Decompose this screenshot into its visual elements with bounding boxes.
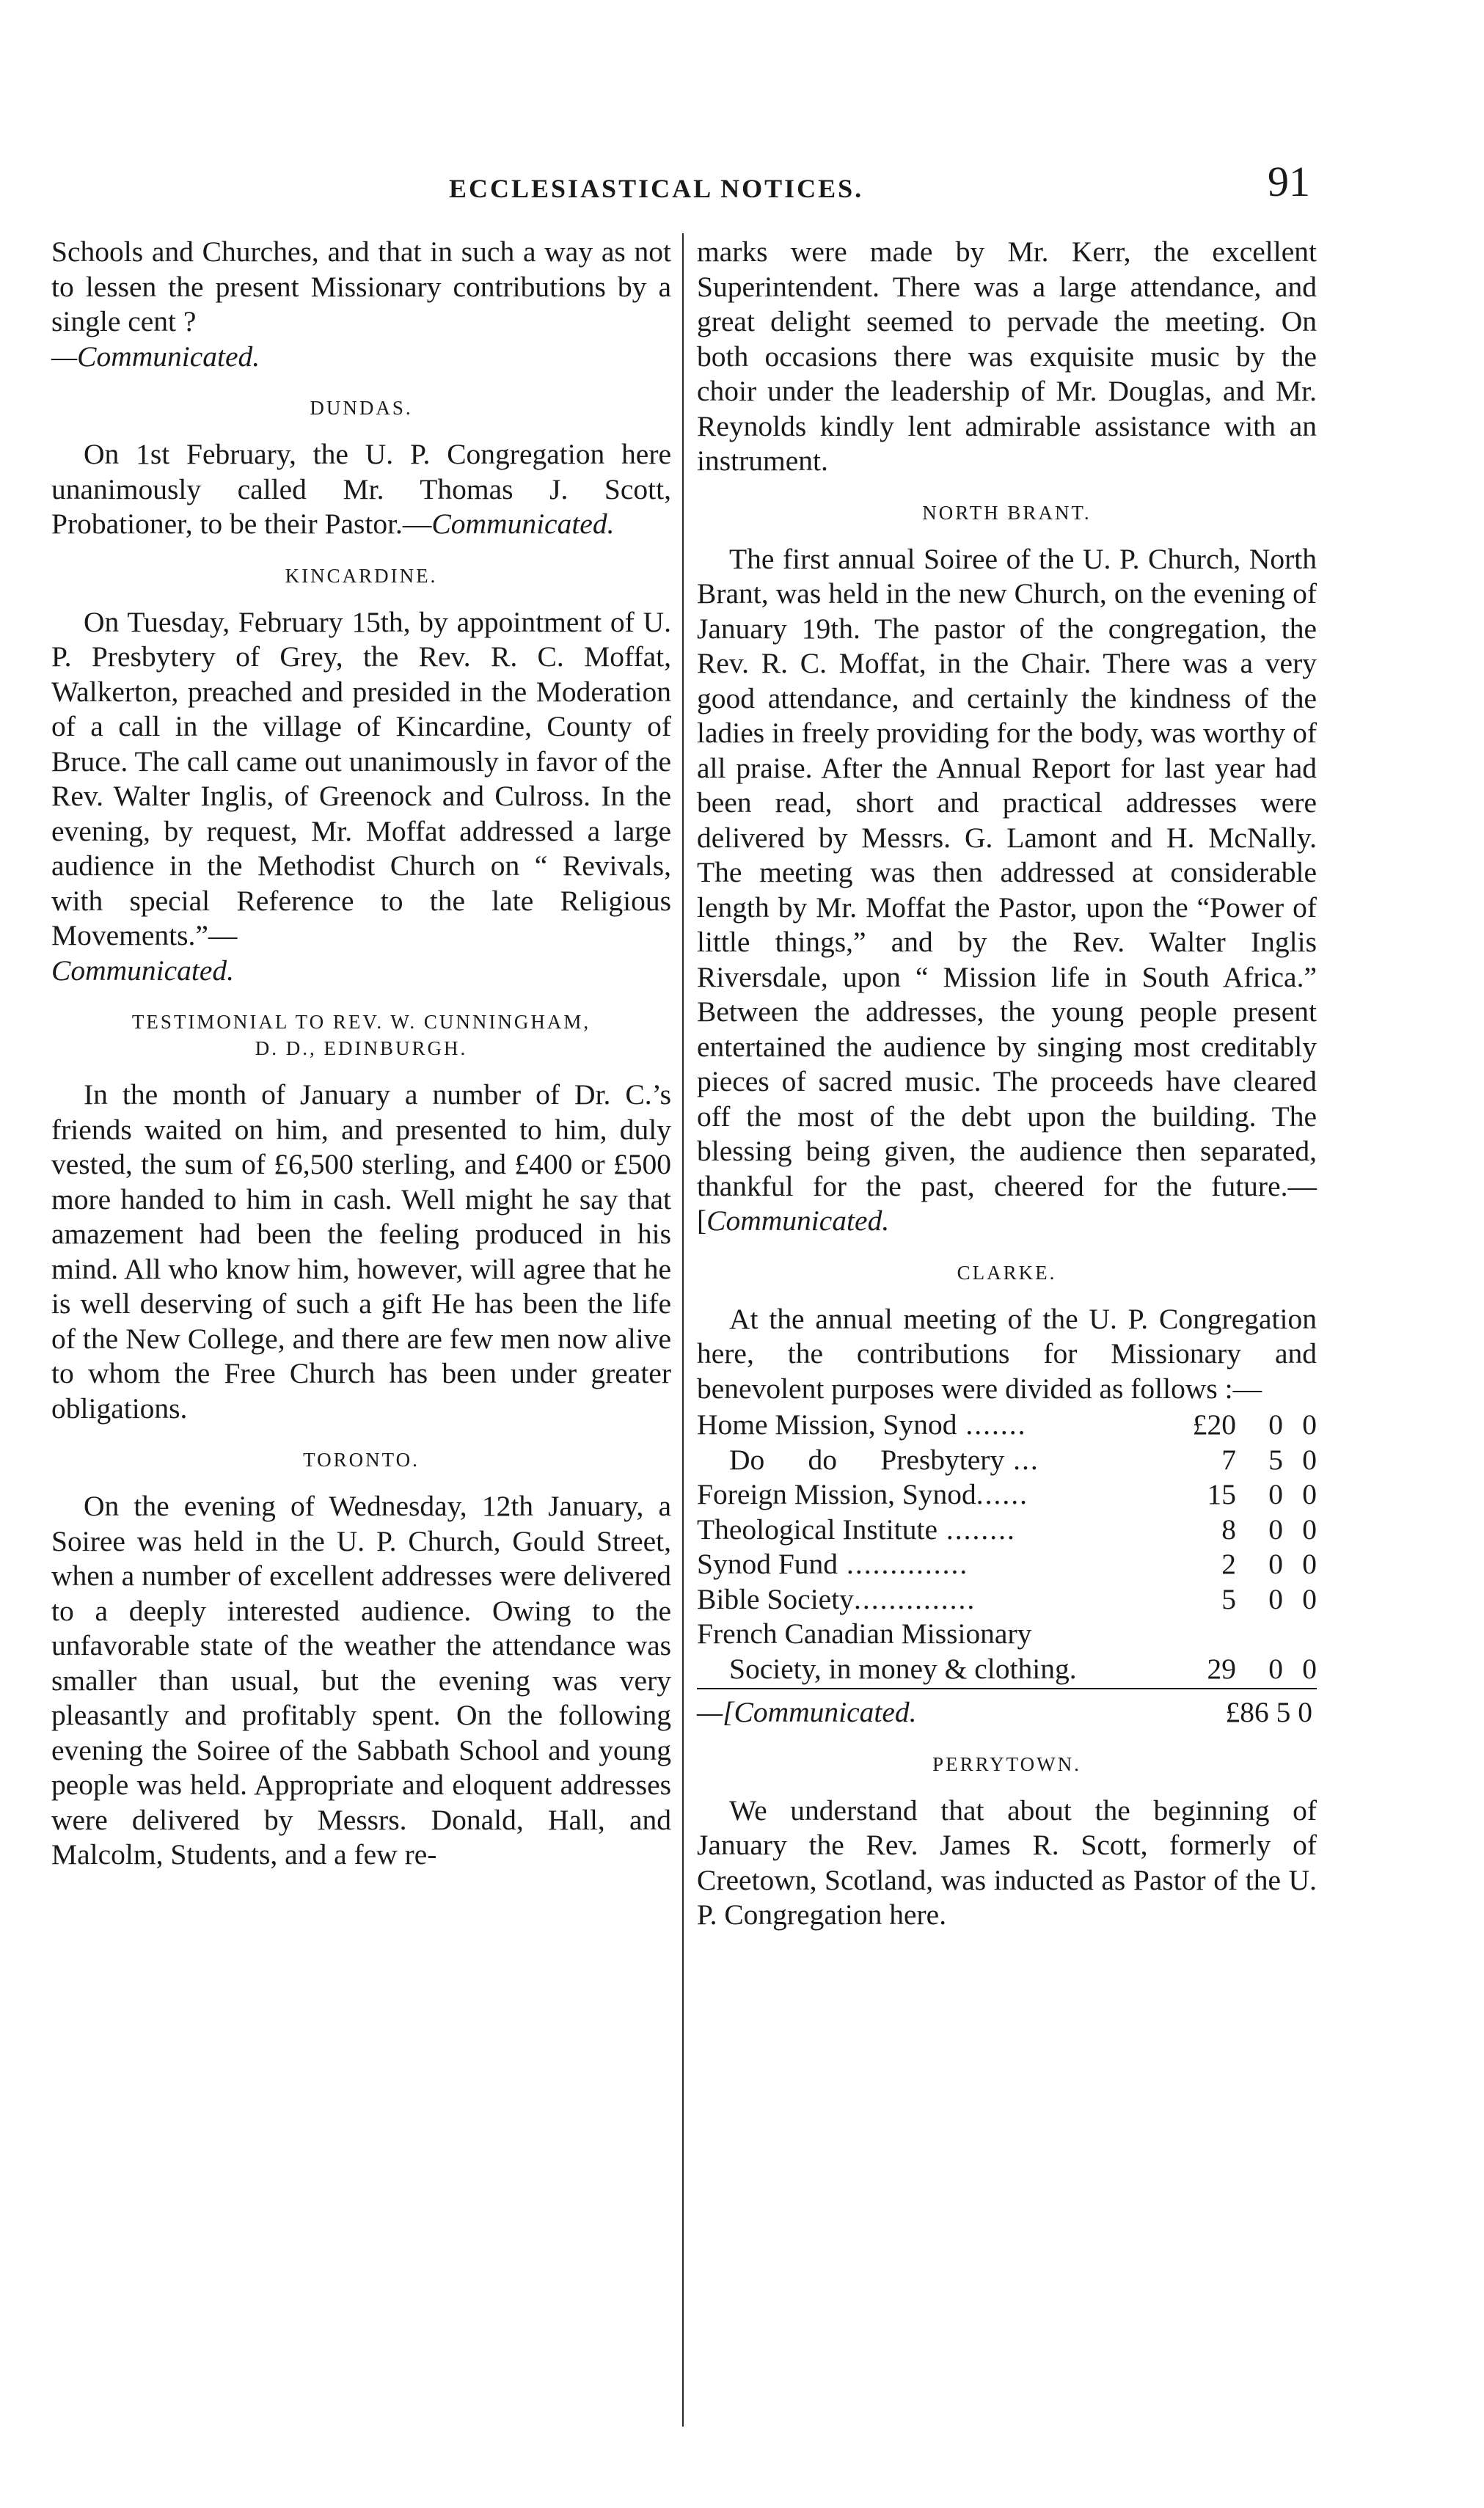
contribution-pence: 0 bbox=[1302, 1548, 1317, 1580]
contribution-label-text: Theological Institute bbox=[697, 1513, 937, 1546]
contribution-pounds: £20 bbox=[1192, 1408, 1236, 1441]
contribution-row bbox=[697, 1547, 1317, 1582]
contribution-pence: 0 bbox=[1302, 1652, 1317, 1685]
contribution-leader-dots: .............. bbox=[838, 1548, 969, 1580]
contribution-shillings: 0 bbox=[1268, 1408, 1283, 1441]
contribution-label bbox=[697, 1443, 1177, 1478]
kincardine-signature: Communicated. bbox=[51, 954, 235, 987]
contribution-label-text: French Canadian Missionary bbox=[697, 1617, 1032, 1650]
heading-kincardine: KINCARDINE. bbox=[285, 564, 438, 587]
intro-signature: —Communicated. bbox=[51, 340, 260, 373]
contribution-pounds: 7 bbox=[1221, 1443, 1236, 1476]
contribution-leader-dots: ... bbox=[1004, 1443, 1039, 1476]
contribution-row bbox=[697, 1443, 1317, 1478]
heading-testimonial-line-1: TESTIMONIAL TO REV. W. CUNNINGHAM, bbox=[131, 1011, 591, 1033]
running-head: ECCLESIASTICAL NOTICES. bbox=[449, 174, 864, 203]
heading-testimonial-line-2: D. D., EDINBURGH. bbox=[255, 1037, 468, 1059]
contribution-leader-dots: ...... bbox=[976, 1478, 1029, 1510]
contribution-row bbox=[697, 1408, 1317, 1443]
kincardine-text: On Tuesday, February 15th, by appointment of U. P. Presbytery of Grey, the Rev. R. C. Moffat, Walkerton, preached and presided in the Moderation of a call in the village of Kincardine, County of Bruce. The call came out unanimously in favor of the Rev. Walter Inglis, of Greenock and Culross. In the evening, by request, Mr. Moffat addressed a large audience in the Methodist Church on “ Revivals, with special Reference to the late Religious Movements.”— bbox=[51, 605, 671, 951]
testimonial-paragraph: In the month of January a number of Dr. C.’s friends waited on him, and presented to him, duly vested, the sum of £6,500 sterling, and £400 or £500 more handed to him in cash. Well might he say that amazement had been the feeling produced in his mind. All who know him, however, will agree that he is well deserving of such a gift He has been the life of the New College, and there are few men now alive to whom the Free Church has been under greater obligations. bbox=[51, 1078, 671, 1425]
kincardine-paragraph bbox=[51, 605, 671, 989]
contribution-pounds bbox=[1177, 1617, 1249, 1652]
contribution-pence: 0 bbox=[1302, 1408, 1317, 1441]
contribution-shillings: 5 bbox=[1268, 1443, 1283, 1476]
contribution-leader-dots: ........ bbox=[937, 1513, 1016, 1546]
north-brant-signature: Communicated. bbox=[706, 1204, 890, 1237]
contribution-pence bbox=[1283, 1617, 1317, 1652]
contribution-label-text: Home Mission, Synod bbox=[697, 1408, 957, 1441]
contribution-label bbox=[697, 1617, 1177, 1652]
intro-paragraph bbox=[51, 235, 671, 374]
contribution-pounds: 15 bbox=[1207, 1478, 1236, 1510]
perrytown-paragraph: We understand that about the beginning of January the Rev. James R. Scott, formerly of Creetown, Scotland, was inducted as Pastor of the U. P. Congregation here. bbox=[697, 1794, 1317, 1931]
contribution-label bbox=[697, 1513, 1177, 1548]
total-amount: £86 5 0 bbox=[1225, 1696, 1312, 1728]
contribution-pence: 0 bbox=[1302, 1443, 1317, 1476]
contribution-shillings: 0 bbox=[1268, 1652, 1283, 1685]
heading-testimonial bbox=[51, 1009, 671, 1061]
right-column bbox=[697, 235, 1317, 1933]
contribution-pounds: 8 bbox=[1221, 1513, 1236, 1546]
dundas-signature: Communicated. bbox=[431, 508, 615, 540]
contribution-pounds: 5 bbox=[1221, 1582, 1236, 1615]
contribution-label bbox=[697, 1652, 1177, 1687]
continued-paragraph: marks were made by Mr. Kerr, the excellent Superintendent. There was a large attendance, and great delight seemed to pervade the meeting. On both occasions there was exquisite music by the choir under the leadership of Mr. Douglas, and Mr. Reynolds kindly lent admirable assistance with an instrument. bbox=[697, 235, 1317, 477]
contribution-pence: 0 bbox=[1302, 1513, 1317, 1546]
contribution-label-text: Society, in money & clothing. bbox=[729, 1652, 1077, 1685]
contributions-total bbox=[697, 1689, 1317, 1730]
clarke-paragraph: At the annual meeting of the U. P. Congregation here, the contributions for Missionary and benevolent purposes were divided as follows :— bbox=[697, 1302, 1317, 1405]
dundas-paragraph bbox=[51, 437, 671, 542]
contribution-row bbox=[697, 1477, 1317, 1513]
contribution-label bbox=[697, 1547, 1177, 1582]
contribution-label bbox=[697, 1477, 1177, 1513]
page-number: 91 bbox=[1268, 158, 1310, 205]
contribution-row bbox=[697, 1513, 1317, 1548]
contribution-shillings: 0 bbox=[1268, 1582, 1283, 1615]
contribution-shillings bbox=[1249, 1617, 1283, 1652]
contribution-shillings: 0 bbox=[1268, 1513, 1283, 1546]
north-brant-text: The first annual Soiree of the U. P. Church, North Brant, was held in the new Church, on the evening of January 19th. The pastor of the congregation, the Rev. R. C. Moffat, in the Chair. There was a very good attendance, and certainly the kindness of the ladies in freely providing for the body, was worthy of all praise. After the Annual Report for last year had been read, short and practical addresses were delivered by Messrs. G. Lamont and H. McNally. The meeting was then addressed at considerable length by Mr. Moffat the Pastor, upon the “Power of little things,” and by the Rev. Walter Inglis Riversdale, upon “ Mission life in South Africa.” Between the addresses, the young people present entertained the audience by singing most creditably pieces of sacred music. The proceeds have cleared off the most of the debt upon the building. The blessing being given, the audience then separated, thankful for the past, cheered for the future.—[ bbox=[697, 542, 1317, 1237]
intro-text: Schools and Churches, and that in such a way as not to lessen the present Missionary contributions by a single cent ? bbox=[51, 235, 671, 337]
contribution-shillings: 0 bbox=[1268, 1478, 1283, 1510]
contribution-pounds: 2 bbox=[1221, 1548, 1236, 1580]
contribution-label-text: Synod Fund bbox=[697, 1548, 838, 1580]
contribution-label-text: Bible Society bbox=[697, 1582, 854, 1615]
heading-toronto: TORONTO. bbox=[303, 1449, 420, 1471]
contribution-row bbox=[697, 1652, 1317, 1687]
contribution-leader-dots: ....... bbox=[957, 1408, 1027, 1441]
north-brant-paragraph bbox=[697, 542, 1317, 1239]
toronto-paragraph: On the evening of Wednesday, 12th January, a Soiree was held in the U. P. Church, Gould Street, when a number of excellent addresses were delivered to a deeply interested audience. Owing to the unfavorable state of the weather the attendance was smaller than usual, but the evening was very pleasantly and profitably spent. On the following evening the Soiree of the Sabbath School and young people was held. Appropriate and eloquent addresses were delivered by Messrs. Donald, Hall, and Malcolm, Students, and a few re- bbox=[51, 1490, 671, 1871]
contribution-label bbox=[697, 1408, 1177, 1443]
contribution-shillings: 0 bbox=[1268, 1548, 1283, 1580]
column-divider bbox=[682, 233, 684, 2427]
dundas-text: On 1st February, the U. P. Congregation here unanimously called Mr. Thomas J. Scott, Probationer, to be their Pastor.— bbox=[51, 438, 671, 540]
contribution-row bbox=[697, 1617, 1317, 1652]
contribution-pounds: 29 bbox=[1207, 1652, 1236, 1685]
heading-clarke: CLARKE. bbox=[957, 1261, 1057, 1284]
contribution-pence: 0 bbox=[1302, 1582, 1317, 1615]
total-signature: —[Communicated. bbox=[697, 1696, 917, 1728]
contribution-label bbox=[697, 1582, 1177, 1617]
contribution-pence: 0 bbox=[1302, 1478, 1317, 1510]
heading-north-brant: NORTH BRANT. bbox=[922, 501, 1092, 524]
contribution-label-text: Foreign Mission, Synod bbox=[697, 1478, 976, 1510]
left-column bbox=[51, 235, 671, 1873]
heading-dundas: DUNDAS. bbox=[310, 397, 413, 419]
contribution-label-text: Do do Presbytery bbox=[729, 1443, 1005, 1476]
contribution-row bbox=[697, 1582, 1317, 1617]
contributions-table bbox=[697, 1408, 1317, 1686]
heading-perrytown: PERRYTOWN. bbox=[932, 1752, 1081, 1775]
contribution-leader-dots: .............. bbox=[853, 1582, 976, 1615]
